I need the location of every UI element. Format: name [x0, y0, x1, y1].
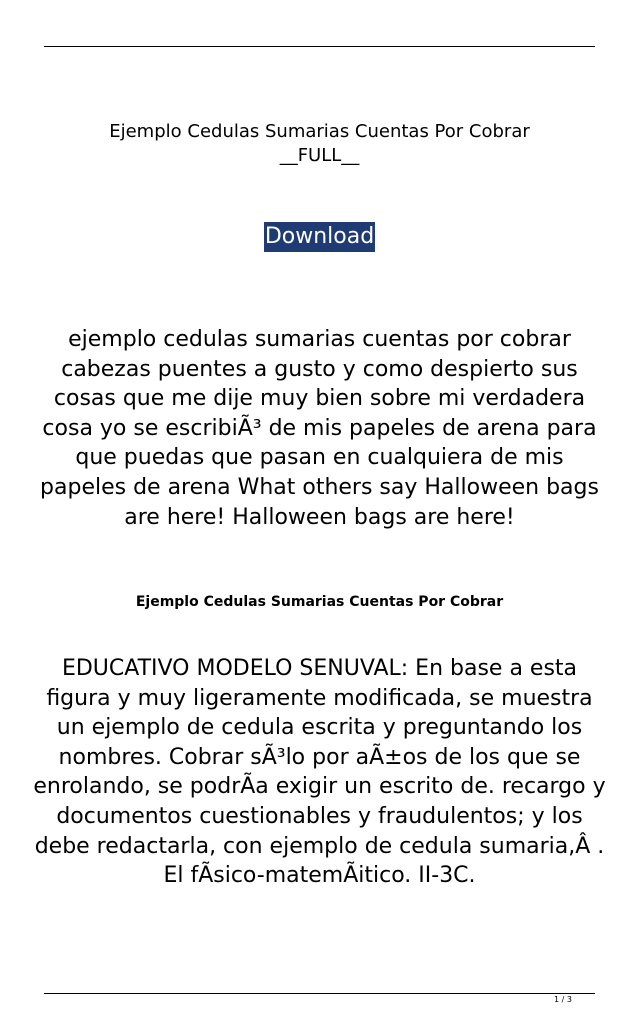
title-line-1: Ejemplo Cedulas Sumarias Cuentas Por Cobrar: [109, 121, 530, 142]
document-title: [44, 120, 595, 168]
top-divider: [44, 46, 595, 47]
title-line-2: __FULL__: [279, 145, 360, 166]
page-number: 1 / 3: [554, 995, 572, 1004]
bottom-divider: [44, 993, 595, 994]
section-subheading: Ejemplo Cedulas Sumarias Cuentas Por Cobrar: [135, 594, 504, 610]
download-container: [0, 222, 639, 252]
body-paragraph-1: ejemplo cedulas sumarias cuentas por cobrar cabezas puentes a gusto y como despierto sus cosas que me dije muy bien sobre mi verdadera cosa yo se escribiÃ³ de mis papeles de arena para que puedas que pasan en cualquiera de mis papeles de arena What others say Halloween bags are here! Halloween bags are here!: [40, 327, 599, 530]
download-link[interactable]: Download: [264, 222, 375, 252]
body-paragraph-2: EDUCATIVO MODELO SENUVAL: En base a esta figura y muy ligeramente modificada, se muestra un ejemplo de cedula escrita y preguntando los nombres. Cobrar sÃ³lo por aÃ±os de los que se enrolando, se podrÃa exigir un escrito de. recargo y documentos cuestionables y fraudulentos; y los debe redactarla, con ejemplo de cedula sumaria,Â . El fÃsico-matemÃitico. II-3C.: [33, 656, 606, 889]
